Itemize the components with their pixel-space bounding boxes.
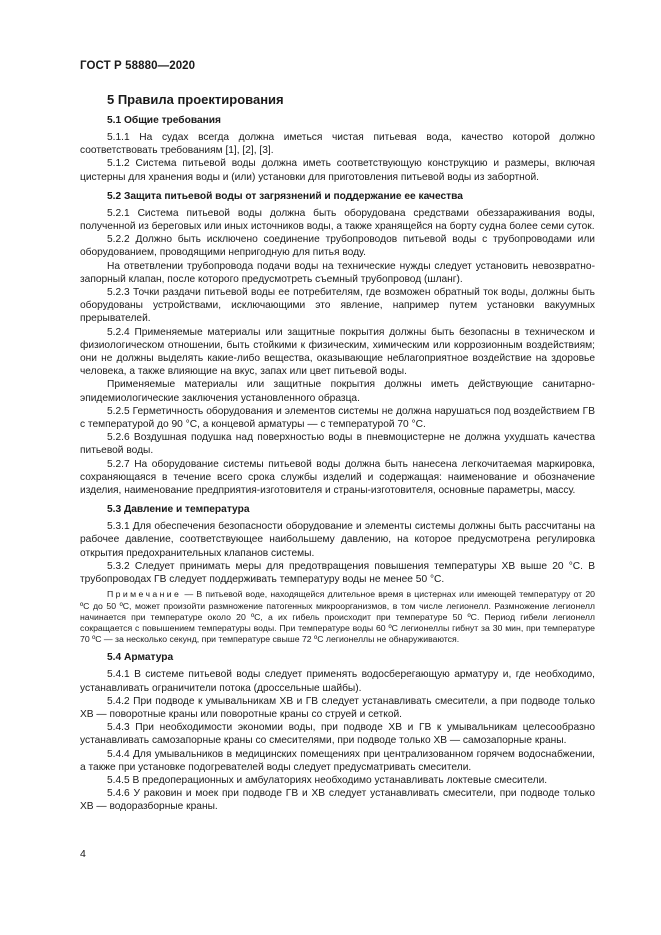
paragraph-5-2-2-branch: На ответвлении трубопровода подачи воды на технические нужды следует установить невозвратно-запорный клапан, после которого предусмотреть съемный трубопровод (шланг).	[80, 260, 595, 285]
paragraph-5-4-4: 5.4.4 Для умывальников в медицинских помещениях при централизованном горячем водоснабжении, а также при установке подогревателей воды следует предусматривать смесители.	[80, 748, 595, 773]
paragraph-5-1-2: 5.1.2 Система питьевой воды должна иметь соответствующую конструкцию и размеры, включая цистерны для хранения воды и (или) установки для приготовления питьевой воды из забортной.	[80, 158, 595, 183]
page-number: 4	[80, 848, 86, 860]
paragraph-5-4-5: 5.4.5 В предоперационных и амбулаториях необходимо устанавливать локтевые смесители.	[107, 774, 548, 786]
section-5-3-title: 5.3 Давление и температура	[107, 504, 250, 516]
paragraph-5-4-1: 5.4.1 В системе питьевой воды следует применять водосберегающую арматуру и, где необходимо, устанавливать ограничители потока (дроссельные шайбы).	[80, 669, 595, 694]
paragraph-5-4-3: 5.4.3 При необходимости экономии воды, при подводе ХВ и ГВ к умывальникам целесообразно устанавливать самозапорные краны со смесителями, при подводе только ХВ — самозапорные краны.	[80, 722, 595, 747]
note-label: Примечание	[107, 589, 182, 600]
note-text: — В питьевой воде, находящейся длительное время в цистернах или имеющей температуру от 20 ºС до 50 ºС, может произойти размножение патогенных микроорганизмов, в том числе легионелл. Размножение легионелл начинается при температуре около 20 ºС, а их гибель происходит при температуре 50 ºС. Период гибели легионелл сокращается с повышением температуры воды. При температуре воды 60 ºС легионеллы гибнут за 30 мин, при температуре 70 ºС — за несколько секунд, при температуре свыше 72 ºС легионеллы не обнаруживаются.	[80, 589, 595, 645]
paragraph-5-3-1: 5.3.1 Для обеспечения безопасности оборудование и элементы системы должны быть рассчитаны на рабочее давление, соответствующее наибольшему давлению, на которое предусмотрена регулировка открытия предохранительных клапанов системы.	[80, 521, 595, 559]
paragraph-5-2-3: 5.2.3 Точки раздачи питьевой воды ее потребителям, где возможен обратный ток воды, должны быть оборудованы устройствами, исключающими это явление, например путем установки вакуумных прерывателей.	[80, 287, 595, 325]
section-5-title: 5 Правила проектирования	[107, 92, 284, 107]
paragraph-5-2-6: 5.2.6 Воздушная подушка над поверхностью воды в пневмоцистерне не должна ухудшать качества питьевой воды.	[80, 432, 595, 457]
note-legionella	[80, 589, 595, 645]
paragraph-5-4-2: 5.4.2 При подводе к умывальникам ХВ и ГВ следует устанавливать смесители, а при подводе только ХВ — поворотные краны или поворотные краны со струей и сеткой.	[80, 695, 595, 720]
paragraph-5-3-2: 5.3.2 Следует принимать меры для предотвращения повышения температуры ХВ выше 20 °С. В трубопроводах ГВ следует поддерживать температуру воды не менее 50 °С.	[80, 560, 595, 586]
paragraph-5-2-5: 5.2.5 Герметичность оборудования и элементов системы не должна нарушаться под воздействием ГВ с температурой до 90 °С, а концевой арматуры — с температурой 70 °С.	[80, 405, 595, 431]
paragraph-5-2-2: 5.2.2 Должно быть исключено соединение трубопроводов питьевой воды с трубопроводами или оборудованием, проводящими непригодную для питья воду.	[80, 234, 595, 259]
section-5-4-title: 5.4 Арматура	[107, 652, 174, 664]
paragraph-5-2-7: 5.2.7 На оборудование системы питьевой воды должна быть нанесена легкочитаемая маркировка, сохраняющаяся в течение всего срока службы изделий и содержащая: наименование и обозначение изделия, наименование предприятия-изготовителя и страны-изготовителя, основные параметры, массу.	[80, 458, 595, 497]
section-5-2-title: 5.2 Защита питьевой воды от загрязнений и поддержание ее качества	[107, 190, 463, 202]
paragraph-5-2-4-materials: Применяемые материалы или защитные покрытия должны иметь действующие санитарно-эпидемиологические заключения установленного образца.	[80, 379, 595, 404]
paragraph-5-2-4: 5.2.4 Применяемые материалы или защитные покрытия должны быть безопасны в техническом и физиологическом отношении, быть стойкими к физическим, химическим или коррозионным воздействиям; они не должны выделять какие-либо вещества, оказывающие неблагоприятное воздействие на здоровье человека, а также влияющие на вкус, запах или цвет питьевой воды.	[80, 326, 595, 378]
paragraph-5-4-6: 5.4.6 У раковин и моек при подводе ГВ и ХВ следует устанавливать смесители, при подводе только ХВ — водоразборные краны.	[80, 788, 595, 813]
section-5-1-title: 5.1 Общие требования	[107, 115, 221, 126]
paragraph-5-2-1: 5.2.1 Система питьевой воды должна быть оборудована средствами обеззараживания воды, полученной из береговых или иных источников воды, а также хранящейся на борту судна более семи суток.	[80, 207, 595, 233]
document-header: ГОСТ Р 58880—2020	[80, 60, 196, 72]
paragraph-5-1-1: 5.1.1 На судах всегда должна иметься чистая питьевая вода, качество которой должно соответствовать требованиям [1], [2], [3].	[80, 132, 595, 157]
page-content	[80, 92, 595, 814]
